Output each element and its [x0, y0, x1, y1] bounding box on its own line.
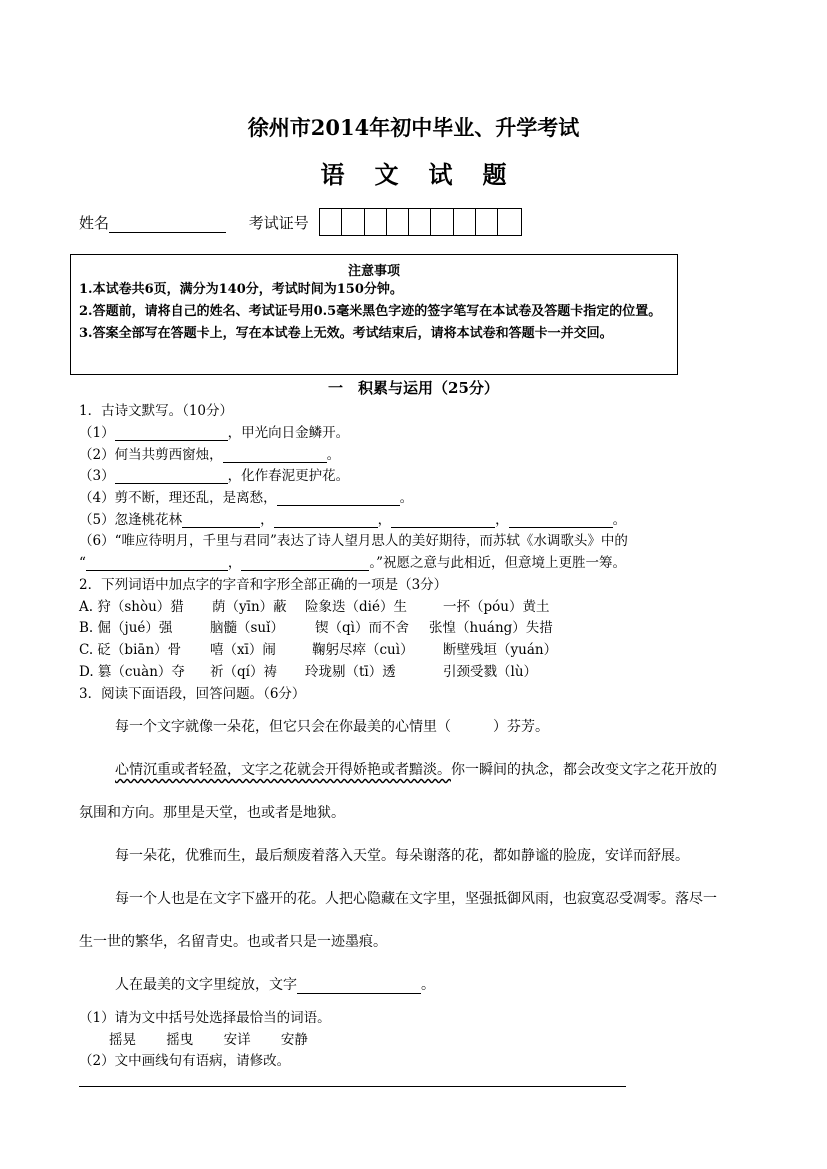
item-prefix: （1）: [79, 425, 115, 441]
q2-option-a[interactable]: [79, 595, 550, 615]
answer-blank[interactable]: [297, 978, 421, 994]
id-box[interactable]: [476, 209, 498, 235]
answer-blank[interactable]: [241, 556, 369, 571]
q2-option-b[interactable]: [79, 616, 553, 636]
q2-stem: 2．下列词语中加点字的字音和字形全部正确的一项是（3分）: [79, 577, 448, 593]
notice-line: 2.答题前，请将自己的姓名、考试证号用0.5毫米黑色字迹的签字笔写在本试卷及答题卡指定的位置。: [79, 304, 662, 319]
option-word: D. 篡（cuàn）夺: [79, 664, 185, 680]
option-word: 险象迭（dié）生: [305, 599, 407, 615]
q3-paragraph-2-cont: 氛围和方向。那里是天堂，也或者是地狱。: [79, 805, 345, 821]
answer-blank[interactable]: [86, 556, 228, 571]
notice-line: 1.本试卷共6页，满分为140分，考试时间为150分钟。: [79, 282, 403, 297]
exam-id-label: 考试证号: [248, 214, 309, 232]
q1-item-1: [79, 421, 349, 441]
item-prefix: （3）: [79, 468, 115, 484]
q3-paragraph-4-cont: 生一世的繁华，名留青史。也或者只是一迹墨痕。: [79, 934, 387, 950]
item-text: ，: [377, 512, 392, 528]
item-text: （2）何当共剪西窗烛，: [79, 447, 223, 463]
exam-title: 徐州市2014年初中毕业、升学考试: [247, 115, 580, 140]
q1-item-2: [79, 443, 340, 463]
option-word: 脑髓（suǐ）: [210, 620, 284, 636]
q1-item-5: [79, 508, 626, 528]
notice-heading: 注意事项: [347, 264, 400, 279]
q2-option-c[interactable]: [79, 638, 558, 658]
q1-item-6-line2: [79, 551, 626, 571]
name-row: [79, 212, 309, 233]
choice-word[interactable]: 安静: [280, 1032, 308, 1048]
paragraph-text: 人在最美的文字里绽放，文字: [115, 977, 297, 993]
q1-stem: 1．古诗文默写。（10分）: [79, 403, 234, 419]
name-blank[interactable]: [109, 216, 226, 233]
item-text: （5）忽逢桃花林: [79, 512, 183, 528]
item-text: 。: [612, 512, 627, 528]
name-label: 姓名: [79, 214, 110, 232]
option-word: 张惶（huáng）失措: [429, 620, 553, 636]
option-word: 荫（yīn）蔽: [212, 599, 287, 615]
underlined-sentence: 心情沉重或者轻盈，文字之花就会开得娇艳或者黯淡。: [115, 762, 451, 778]
notice-line: 3.答案全部写在答题卡上，写在本试卷上无效。考试结束后，请将本试卷和答题卡一并交回。: [79, 326, 613, 341]
id-box[interactable]: [431, 209, 453, 235]
id-box[interactable]: [409, 209, 431, 235]
option-word: 断壁残垣（yuán）: [443, 642, 558, 658]
q1-item-3: [79, 464, 349, 484]
answer-blank[interactable]: [509, 513, 613, 528]
answer-blank[interactable]: [274, 513, 378, 528]
notice-box: [70, 254, 678, 375]
exam-subject: 语文试题: [320, 160, 537, 189]
item-text: 。: [326, 447, 341, 463]
item-text: 。”祝愿之意与此相近，但意境上更胜一筹。: [369, 555, 627, 571]
option-word: 嘻（xī）闹: [210, 642, 276, 658]
id-box[interactable]: [320, 209, 342, 235]
q3-stem: 3．阅读下面语段，回答问题。（6分）: [79, 686, 306, 702]
id-box[interactable]: [365, 209, 387, 235]
q2-option-d[interactable]: [79, 660, 538, 680]
q3-sub-2: （2）文中画线句有语病，请修改。: [79, 1053, 291, 1069]
option-word: 鞠躬尽瘁（cuì）: [312, 642, 414, 658]
item-text: ，: [495, 512, 509, 528]
q3-paragraph-1: 每一个文字就像一朵花，但它只会在你最美的心情里（ ）芬芳。: [115, 719, 549, 735]
choice-word[interactable]: 安详: [223, 1032, 251, 1048]
answer-blank[interactable]: [115, 469, 228, 484]
item-text: ，: [227, 555, 242, 571]
q3-paragraph-4: 每一个人也是在文字下盛开的花。人把心隐藏在文字里，坚强抵御风雨，也寂寞忍受凋零。落尽一: [115, 891, 717, 907]
id-box[interactable]: [454, 209, 476, 235]
item-text: ，甲光向日金鳞开。: [227, 425, 350, 441]
answer-blank[interactable]: [115, 426, 228, 441]
answer-blank[interactable]: [223, 448, 327, 463]
option-word: C. 砭（biān）骨: [79, 642, 182, 658]
id-box[interactable]: [498, 209, 520, 235]
q3-paragraph-5: [115, 974, 435, 994]
id-box[interactable]: [342, 209, 364, 235]
answer-line[interactable]: [79, 1086, 626, 1087]
q3-choice-list: [109, 1028, 308, 1048]
option-word: 玲珑剔（tī）透: [305, 664, 396, 680]
option-word: 引颈受戮（lù）: [443, 664, 538, 680]
id-box[interactable]: [387, 209, 409, 235]
answer-blank[interactable]: [277, 491, 400, 506]
option-word: 一抔（póu）黄土: [443, 599, 550, 615]
item-text: （4）剪不断，理还乱，是离愁，: [79, 490, 277, 506]
exam-id-boxes[interactable]: [319, 208, 522, 236]
answer-blank[interactable]: [391, 513, 495, 528]
item-text: “: [79, 555, 86, 571]
q1-item-4: [79, 486, 413, 506]
section-title: 一 积累与运用（25分）: [328, 379, 499, 397]
q3-paragraph-2: [115, 759, 717, 779]
q1-item-6-line1: （6）“唯应待明月，千里与君同”表达了诗人望月思人的美好期待，而苏轼《水调歌头》中的: [79, 533, 628, 549]
paragraph-text: 。: [421, 977, 435, 993]
item-text: 。: [399, 490, 414, 506]
answer-blank[interactable]: [182, 513, 260, 528]
q3-paragraph-3: 每一朵花，优雅而生，最后颓废着落入天堂。每朵谢落的花，都如静谧的脸庞，安详而舒展。: [115, 848, 689, 864]
option-word: B. 倔（jué）强: [79, 620, 173, 636]
q3-sub-1: （1）请为文中括号处选择最恰当的词语。: [79, 1010, 331, 1026]
choice-word[interactable]: 摇晃: [109, 1032, 136, 1048]
option-word: 祈（qí）祷: [210, 664, 277, 680]
item-text: ，化作春泥更护花。: [227, 468, 350, 484]
choice-word[interactable]: 摇曳: [166, 1032, 194, 1048]
paragraph-text: 你一瞬间的执念，都会改变文字之花开放的: [451, 762, 717, 778]
option-word: A. 狩（shòu）猎: [79, 599, 184, 615]
option-word: 锲（qì）而不舍: [315, 620, 409, 636]
item-text: ，: [260, 512, 274, 528]
